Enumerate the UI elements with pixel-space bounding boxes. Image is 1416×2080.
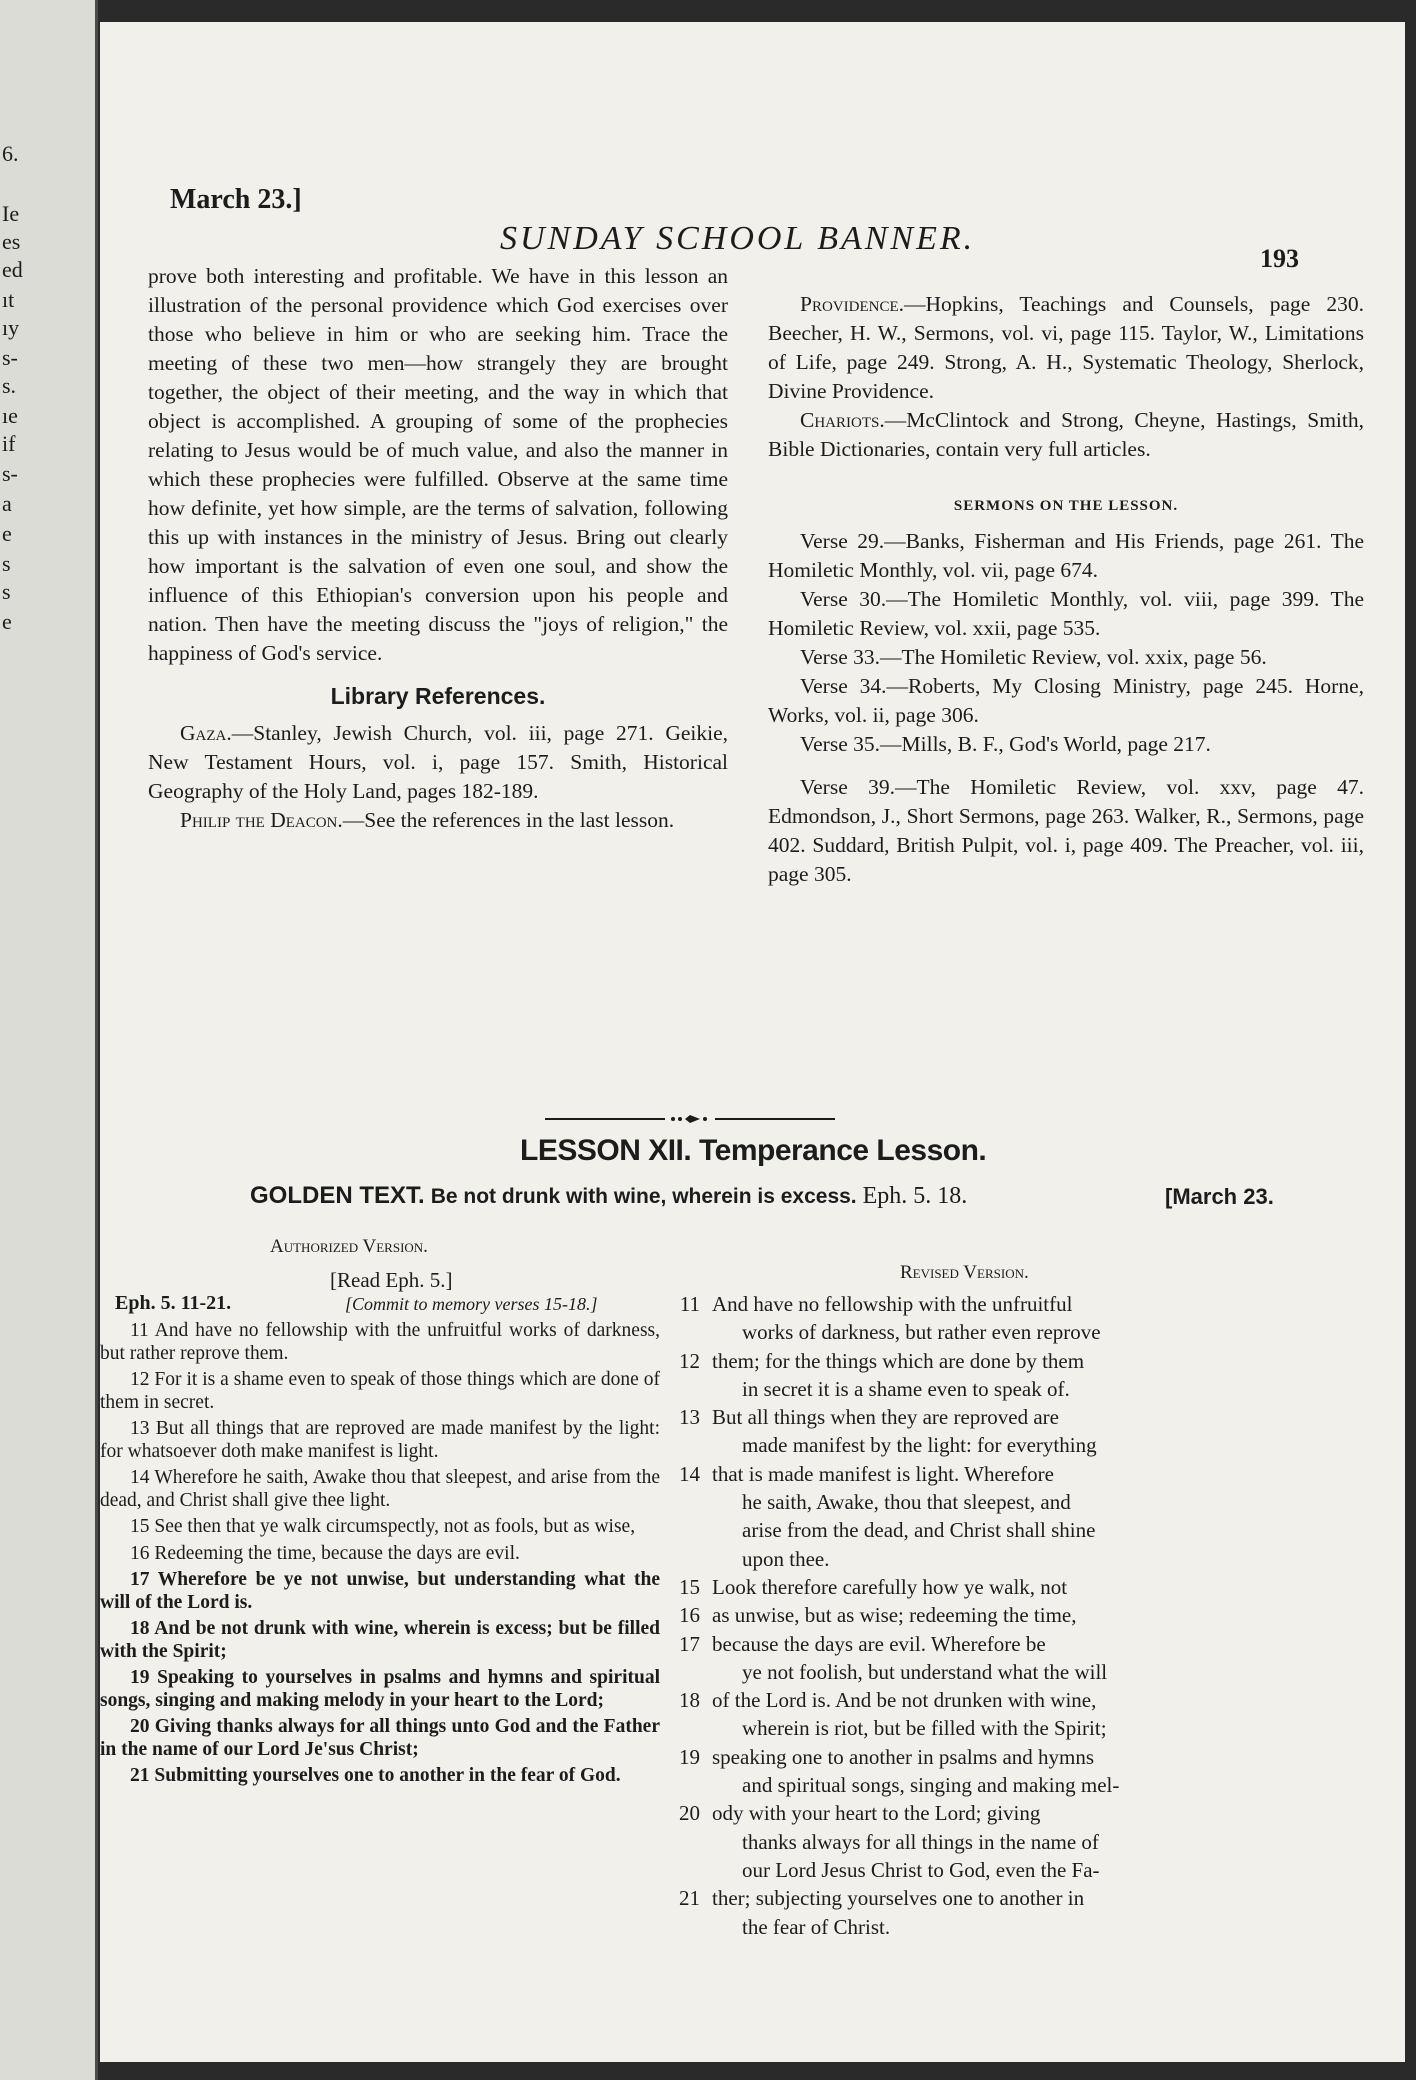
revised-line: [660, 1290, 1375, 1318]
previous-page-edge: [0, 0, 98, 2080]
previous-page-fragment: e: [2, 609, 12, 634]
revised-line: [660, 1913, 1375, 1941]
revised-line-text: works of darkness, but rather even reprove: [742, 1320, 1101, 1345]
revised-line-text: ody with your heart to the Lord; giving: [712, 1801, 1041, 1826]
revised-line: [660, 1573, 1375, 1601]
verse-number: 19: [679, 1744, 700, 1769]
revised-line: [660, 1488, 1375, 1516]
revised-line: [660, 1686, 1375, 1714]
verse-number: 16: [679, 1603, 700, 1628]
authorized-version-heading: Authorized Version.: [270, 1236, 428, 1257]
verse-number: [660, 1856, 712, 1884]
previous-page-fragment: s: [2, 551, 11, 576]
authorized-verse: 11 And have no fellowship with the unfruitful works of darkness, but rather reprove them.: [100, 1320, 660, 1364]
revised-line: [660, 1630, 1375, 1658]
revised-line-text: But all things when they are reproved are: [712, 1405, 1059, 1430]
reference-philip: Philip the Deacon.—See the references in the last lesson.: [180, 808, 675, 832]
previous-page-fragment: es: [2, 229, 21, 254]
memory-verses-note: [Commit to memory verses 15-18.]: [345, 1294, 598, 1314]
revised-line-text: Look therefore carefully how ye walk, not: [712, 1574, 1068, 1599]
revised-line-text: wherein is riot, but be filled with the Spirit;: [742, 1716, 1107, 1741]
authorized-verse: 13 But all things that are reproved are made manifest by the light: for whatsoever doth make manifest is light.: [100, 1418, 660, 1462]
lesson-date: [March 23.: [1165, 1184, 1274, 1209]
verse-number: [660, 1545, 712, 1573]
authorized-verse: 18 And be not drunk with wine, wherein is excess; but be filled with the Spirit;: [100, 1618, 660, 1662]
revised-line: [660, 1658, 1375, 1686]
verse-number: 21: [679, 1886, 700, 1911]
library-references-heading: Library References.: [330, 683, 546, 709]
verse-number: [660, 1318, 712, 1346]
previous-page-fragment: s-: [2, 345, 18, 370]
revised-line-text: thanks always for all things in the name of: [742, 1829, 1099, 1854]
reference-providence: Providence.—Hopkins, Teachings and Counsels, page 230. Beecher, H. W., Sermons, vol. vi, page 115. Taylor, W., Limitations of Life, page 249. Strong, A. H., Systematic Theology, Sherlock, Divine Providence.: [768, 292, 1364, 403]
revised-line: [660, 1403, 1375, 1431]
verse-number: 20: [679, 1801, 700, 1826]
verse-number: [660, 1516, 712, 1544]
revised-line-text: of the Lord is. And be not drunken with wine,: [712, 1688, 1097, 1713]
revised-line: [660, 1828, 1375, 1856]
revised-line: [660, 1743, 1375, 1771]
sermon-verse-30: Verse 30.—The Homiletic Monthly, vol. viii, page 399. The Homiletic Review, vol. xxii, page 535.: [768, 587, 1364, 640]
verse-number: 11: [679, 1292, 700, 1316]
revised-line-text: them; for the things which are done by them: [712, 1348, 1085, 1373]
revised-line: [660, 1375, 1375, 1403]
revised-line: [660, 1545, 1375, 1573]
revised-line-text: our Lord Jesus Christ to God, even the Fa-: [742, 1857, 1100, 1882]
revised-line-text: because the days are evil. Wherefore be: [712, 1631, 1046, 1656]
verse-number: [660, 1771, 712, 1799]
revised-line-text: arise from the dead, and Christ shall shine: [742, 1518, 1096, 1543]
previous-page-fragment: ed: [2, 257, 23, 282]
authorized-verse: 17 Wherefore be ye not unwise, but understanding what the will of the Lord is.: [100, 1569, 660, 1613]
scripture-reference: Eph. 5. 11-21.: [115, 1292, 232, 1314]
left-column: [148, 262, 728, 835]
sermons-heading: SERMONS ON THE LESSON.: [953, 498, 1179, 514]
verse-number: 12: [679, 1348, 700, 1373]
sermon-verse-29: Verse 29.—Banks, Fisherman and His Friends, page 261. The Homiletic Monthly, vol. vii, page 674.: [768, 529, 1364, 582]
revised-line: [660, 1516, 1375, 1544]
authorized-version-text: [100, 1320, 660, 1792]
revised-version-text: [660, 1290, 1375, 1941]
sermon-verse-34: Verse 34.—Roberts, My Closing Ministry, page 245. Horne, Works, vol. ii, page 306.: [768, 674, 1364, 727]
revised-line-text: and spiritual songs, singing and making mel-: [742, 1773, 1120, 1798]
authorized-verse: 20 Giving thanks always for all things unto God and the Father in the name of our Lord Je'sus Christ;: [100, 1716, 660, 1760]
verse-number: 13: [679, 1405, 700, 1430]
previous-page-fragment: 6.: [2, 141, 19, 166]
verse-number: 14: [679, 1461, 700, 1486]
header-title: SUNDAY SCHOOL BANNER.: [500, 220, 976, 257]
revised-line: [660, 1318, 1375, 1346]
golden-text-label: GOLDEN TEXT.: [250, 1182, 425, 1209]
previous-page-fragment: ıt: [2, 287, 15, 312]
reference-gaza: Gaza.—Stanley, Jewish Church, vol. iii, page 271. Geikie, New Testament Hours, vol. i, page 157. Smith, Historical Geography of the Holy Land, pages 182-189.: [148, 721, 728, 803]
revised-line-text: the fear of Christ.: [742, 1914, 891, 1939]
revised-line-text: in secret it is a shame even to speak of.: [742, 1376, 1070, 1401]
sermon-verse-35: Verse 35.—Mills, B. F., God's World, page 217.: [800, 732, 1211, 756]
verse-number: 18: [679, 1688, 700, 1713]
revised-line: [660, 1771, 1375, 1799]
verse-number: [660, 1431, 712, 1459]
lesson-title: LESSON XII. Temperance Lesson.: [520, 1134, 987, 1167]
revised-line-text: ye not foolish, but understand what the will: [742, 1659, 1108, 1684]
previous-page-fragment: ıe: [2, 403, 18, 428]
lesson-notes-paragraph: prove both interesting and profitable. We have in this lesson an illustration of the personal providence which God exercises over those who believe in him or who are seeking him. Trace the meeting of these two men—how strangely they are brought together, the object of their meeting, and the way in which that object is accomplished. A grouping of some of the prophecies relating to Jesus would be of much value, and also the manner in which these prophecies were fulfilled. Observe at the same time how definite, yet how simple, are the terms of salvation, following this up with instances in the ministry of Jesus. Bring out clearly how important is the salvation of even one soul, and show the influence of this Ethiopian's conversion upon his people and nation. Then have the meeting discuss the "joys of religion," the happiness of God's service.: [148, 264, 728, 665]
previous-page-fragment: s: [2, 579, 11, 604]
previous-page-fragment: e: [2, 521, 12, 546]
golden-text-reference: Eph. 5. 18.: [862, 1183, 968, 1209]
sermon-verse-39: Verse 39.—The Homiletic Review, vol. xxv, page 47. Edmondson, J., Short Sermons, page 263. Walker, R., Sermons, page 402. Suddard, British Pulpit, vol. i, page 409. The Preacher, vol. iii, page 305.: [768, 775, 1364, 886]
revised-line-text: ther; subjecting yourselves one to another in: [712, 1886, 1085, 1911]
revised-line: [660, 1601, 1375, 1629]
previous-page-fragment: ıy: [2, 315, 20, 340]
authorized-verse: 12 For it is a shame even to speak of those things which are done of them in secret.: [100, 1369, 660, 1413]
ornament-divider: [545, 1112, 835, 1126]
revised-line: [660, 1431, 1375, 1459]
revised-line-text: made manifest by the light: for everything: [742, 1433, 1097, 1458]
verse-number: [660, 1828, 712, 1856]
revised-line-text: he saith, Awake, thou that sleepest, and: [742, 1490, 1071, 1515]
verse-number: [660, 1714, 712, 1742]
authorized-verse: 14 Wherefore he saith, Awake thou that sleepest, and arise from the dead, and Christ shall give thee light.: [100, 1467, 660, 1511]
header-date: March 23.]: [170, 184, 302, 215]
previous-page-fragment: s.: [2, 373, 17, 398]
verse-number: [660, 1913, 712, 1941]
verse-number: [660, 1488, 712, 1516]
right-column: [768, 290, 1364, 889]
revised-line-text: as unwise, but as wise; redeeming the time,: [712, 1603, 1077, 1628]
revised-line: [660, 1714, 1375, 1742]
previous-page-fragment: Ie: [2, 201, 20, 226]
revised-line-text: that is made manifest is light. Wherefore: [712, 1461, 1054, 1486]
golden-text-body: Be not drunk with wine, wherein is excess.: [430, 1185, 857, 1208]
page-number: 193: [1260, 244, 1299, 273]
previous-page-fragment: s-: [2, 461, 18, 486]
sermon-verse-33: Verse 33.—The Homiletic Review, vol. xxix, page 56.: [800, 645, 1267, 669]
revised-version-heading: Revised Version.: [900, 1262, 1029, 1283]
authorized-verse: 15 See then that ye walk circumspectly, not as fools, but as wise,: [130, 1516, 636, 1537]
revised-line-text: upon thee.: [742, 1546, 830, 1571]
revised-line: [660, 1347, 1375, 1375]
previous-page-fragment: a: [2, 491, 12, 516]
authorized-verse: 16 Redeeming the time, because the days are evil.: [130, 1542, 520, 1564]
revised-line: [660, 1856, 1375, 1884]
authorized-verse: 21 Submitting yourselves one to another in the fear of God.: [130, 1765, 621, 1786]
book-page: [100, 22, 1405, 2062]
verse-number: [660, 1375, 712, 1403]
revised-line: [660, 1884, 1375, 1912]
revised-line: [660, 1460, 1375, 1488]
reference-chariots: Chariots.—McClintock and Strong, Cheyne, Hastings, Smith, Bible Dictionaries, contain very full articles.: [768, 408, 1364, 461]
read-instruction: [Read Eph. 5.]: [330, 1268, 453, 1292]
verse-number: 17: [679, 1631, 700, 1656]
golden-text: [250, 1182, 967, 1210]
verse-number: [660, 1658, 712, 1686]
verse-number: 15: [679, 1574, 700, 1599]
previous-page-fragment: if: [2, 431, 16, 456]
revised-line-text: And have no fellowship with the unfruitful: [712, 1292, 1073, 1316]
revised-line: [660, 1799, 1375, 1827]
authorized-verse: 19 Speaking to yourselves in psalms and hymns and spiritual songs, singing and making melody in your heart to the Lord;: [100, 1667, 660, 1711]
revised-line-text: speaking one to another in psalms and hymns: [712, 1744, 1095, 1769]
